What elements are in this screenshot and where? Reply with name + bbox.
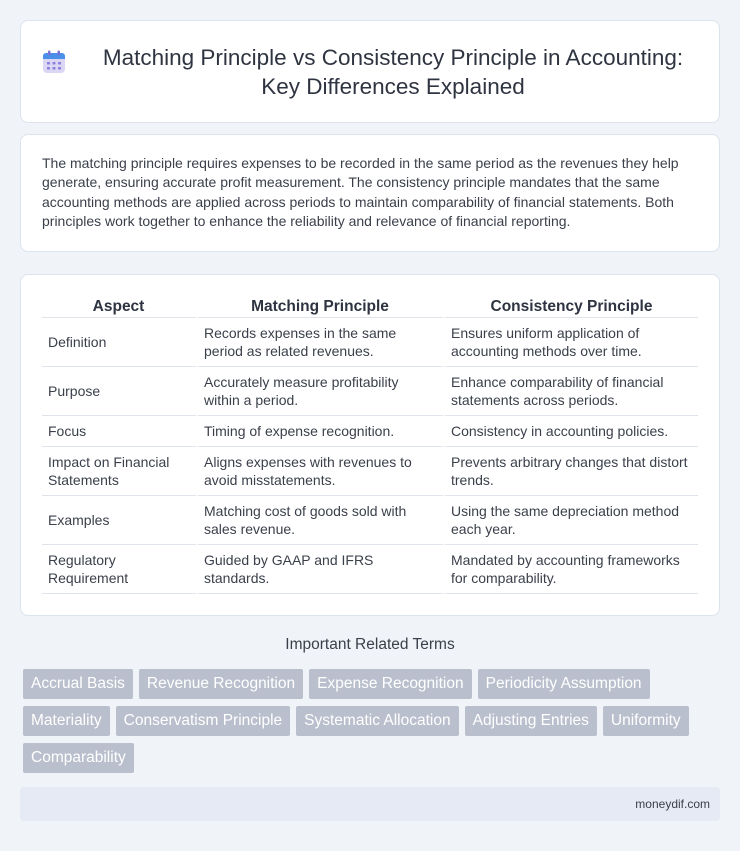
- row-matching-cell: Matching cost of goods sold with sales revenue.: [198, 496, 445, 545]
- row-aspect-cell: Impact on Financial Statements: [42, 447, 198, 496]
- table-row: [42, 496, 698, 545]
- table-row: [42, 318, 698, 367]
- tag-comparability[interactable]: Comparability: [23, 743, 134, 773]
- row-matching-cell: Timing of expense recognition.: [198, 416, 445, 447]
- header-consistency-principle: Consistency Principle: [445, 296, 698, 318]
- tag-accrual-basis[interactable]: Accrual Basis: [23, 669, 133, 699]
- row-matching-cell: Records expenses in the same period as related revenues.: [198, 318, 445, 367]
- tag-materiality[interactable]: Materiality: [23, 706, 110, 736]
- row-aspect-cell: Definition: [42, 318, 198, 367]
- row-aspect-cell: Purpose: [42, 367, 198, 416]
- intro-paragraph: The matching principle requires expenses to be recorded in the same period as the revenues they help generate, ensuring accurate profit measurement. The consistency principle mandates that the same accounting methods are applied across periods to maintain comparability of financial statements. Both principles work together to enhance the reliability and relevance of financial reporting.: [42, 155, 679, 229]
- table-row: [42, 416, 698, 447]
- row-matching-cell: Aligns expenses with revenues to avoid misstatements.: [198, 447, 445, 496]
- table-header-row: [42, 296, 698, 318]
- row-consistency-cell: Ensures uniform application of accounting methods over time.: [445, 318, 698, 367]
- table-row: [42, 367, 698, 416]
- intro-card: [20, 134, 720, 252]
- footer-site-link[interactable]: moneydif.com: [635, 797, 710, 811]
- page-title: Matching Principle vs Consistency Principle in Accounting: Key Differences Explained: [102, 44, 684, 99]
- row-aspect-cell: Focus: [42, 416, 198, 447]
- title-row: [21, 43, 719, 101]
- row-matching-cell: Accurately measure profitability within a period.: [198, 367, 445, 416]
- tag-uniformity[interactable]: Uniformity: [603, 706, 689, 736]
- title-card: [20, 20, 720, 123]
- row-consistency-cell: Enhance comparability of financial statements across periods.: [445, 367, 698, 416]
- comparison-card: [20, 274, 720, 616]
- row-matching-cell: Guided by GAAP and IFRS standards.: [198, 545, 445, 594]
- row-consistency-cell: Prevents arbitrary changes that distort trends.: [445, 447, 698, 496]
- tag-revenue-recognition[interactable]: Revenue Recognition: [139, 669, 303, 699]
- table-row: [42, 545, 698, 594]
- calendar-icon: [41, 49, 67, 75]
- header-matching-principle: Matching Principle: [198, 296, 445, 318]
- related-terms-list: [23, 669, 723, 780]
- tag-expense-recognition[interactable]: Expense Recognition: [309, 669, 472, 699]
- header-aspect: Aspect: [42, 296, 198, 318]
- table-row: [42, 447, 698, 496]
- footer: [20, 787, 720, 821]
- comparison-table: [42, 296, 698, 594]
- row-consistency-cell: Using the same depreciation method each year.: [445, 496, 698, 545]
- row-aspect-cell: Examples: [42, 496, 198, 545]
- tag-periodicity-assumption[interactable]: Periodicity Assumption: [478, 669, 650, 699]
- related-terms-heading: Important Related Terms: [285, 636, 455, 653]
- row-consistency-cell: Consistency in accounting policies.: [445, 416, 698, 447]
- row-consistency-cell: Mandated by accounting frameworks for comparability.: [445, 545, 698, 594]
- tag-conservatism-principle[interactable]: Conservatism Principle: [116, 706, 291, 736]
- row-aspect-cell: Regulatory Requirement: [42, 545, 198, 594]
- tag-adjusting-entries[interactable]: Adjusting Entries: [465, 706, 597, 736]
- tag-systematic-allocation[interactable]: Systematic Allocation: [296, 706, 458, 736]
